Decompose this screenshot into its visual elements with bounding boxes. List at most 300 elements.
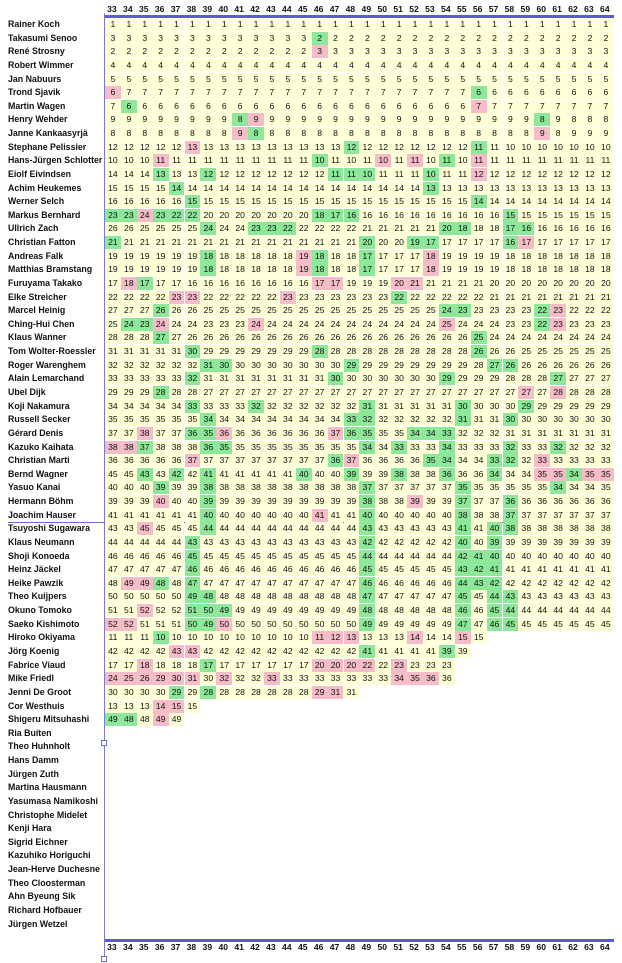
rank-cell[interactable]: 32: [503, 441, 519, 454]
rank-cell[interactable]: 20: [280, 209, 296, 222]
rank-cell[interactable]: 7: [518, 100, 534, 113]
rank-cell[interactable]: 44: [455, 577, 471, 590]
rank-cell[interactable]: 41: [153, 509, 169, 522]
rank-cell[interactable]: 9: [200, 113, 216, 126]
rank-cell[interactable]: 2: [598, 32, 614, 45]
row-name[interactable]: Hans-Jürgen Schlotter: [8, 155, 102, 166]
rank-cell[interactable]: 12: [296, 168, 312, 181]
rank-cell[interactable]: 5: [312, 73, 328, 86]
rank-cell[interactable]: 37: [200, 454, 216, 467]
row-name[interactable]: Eiolf Eivindsen: [8, 168, 72, 179]
rank-cell[interactable]: 52: [121, 618, 137, 631]
rank-cell[interactable]: 28: [423, 345, 439, 358]
rank-cell[interactable]: 25: [280, 304, 296, 317]
rank-cell[interactable]: 25: [471, 331, 487, 344]
rank-cell[interactable]: 27: [200, 386, 216, 399]
rank-cell[interactable]: 45: [471, 590, 487, 603]
rank-cell[interactable]: 3: [105, 32, 121, 45]
rank-cell[interactable]: 38: [280, 481, 296, 494]
rank-cell[interactable]: 30: [518, 413, 534, 426]
rank-cell[interactable]: 17: [169, 277, 185, 290]
rank-cell[interactable]: 39: [105, 495, 121, 508]
rank-cell[interactable]: 17: [105, 659, 121, 672]
column-header[interactable]: 41: [234, 4, 244, 14]
rank-cell[interactable]: 18: [534, 263, 550, 276]
rank-cell[interactable]: 26: [582, 359, 598, 372]
rank-cell[interactable]: 30: [280, 359, 296, 372]
rank-cell[interactable]: 5: [439, 73, 455, 86]
rank-cell[interactable]: 41: [248, 468, 264, 481]
rank-cell[interactable]: 21: [534, 291, 550, 304]
rank-cell[interactable]: 3: [280, 32, 296, 45]
rank-cell[interactable]: 43: [232, 536, 248, 549]
rank-cell[interactable]: 31: [264, 372, 280, 385]
rank-cell[interactable]: 29: [598, 400, 614, 413]
rank-cell[interactable]: 21: [344, 236, 360, 249]
rank-cell[interactable]: 1: [407, 18, 423, 31]
rank-cell[interactable]: 18: [153, 659, 169, 672]
rank-cell[interactable]: 28: [359, 345, 375, 358]
rank-cell[interactable]: 47: [137, 563, 153, 576]
rank-cell[interactable]: 6: [503, 86, 519, 99]
rank-cell[interactable]: 34: [248, 413, 264, 426]
footer-column-header[interactable]: 47: [329, 942, 340, 952]
rank-cell[interactable]: 32: [121, 359, 137, 372]
rank-cell[interactable]: 15: [471, 631, 487, 644]
rank-cell[interactable]: 25: [582, 345, 598, 358]
rank-cell[interactable]: 21: [598, 291, 614, 304]
rank-cell[interactable]: 7: [598, 100, 614, 113]
rank-cell[interactable]: 25: [153, 222, 169, 235]
column-header[interactable]: 59: [520, 4, 531, 14]
rank-cell[interactable]: 30: [185, 345, 201, 358]
rank-cell[interactable]: 1: [550, 18, 566, 31]
rank-cell[interactable]: 4: [153, 59, 169, 72]
rank-cell[interactable]: 13: [344, 631, 360, 644]
rank-cell[interactable]: 44: [328, 522, 344, 535]
rank-cell[interactable]: 26: [137, 672, 153, 685]
row-name[interactable]: Koji Nakamura: [8, 400, 70, 411]
rank-cell[interactable]: 15: [296, 195, 312, 208]
rank-cell[interactable]: 51: [169, 618, 185, 631]
rank-cell[interactable]: 23: [503, 304, 519, 317]
rank-cell[interactable]: 15: [185, 195, 201, 208]
rank-cell[interactable]: 27: [471, 386, 487, 399]
rank-cell[interactable]: 26: [439, 331, 455, 344]
footer-column-header[interactable]: 40: [218, 942, 229, 952]
rank-cell[interactable]: 35: [232, 441, 248, 454]
rank-cell[interactable]: 33: [137, 372, 153, 385]
column-header[interactable]: 43: [266, 4, 276, 14]
rank-cell[interactable]: 39: [248, 495, 264, 508]
rank-cell[interactable]: 1: [185, 18, 201, 31]
rank-cell[interactable]: 13: [503, 182, 519, 195]
rank-cell[interactable]: 1: [200, 18, 216, 31]
rank-cell[interactable]: 20: [312, 659, 328, 672]
rank-cell[interactable]: 9: [280, 113, 296, 126]
column-header[interactable]: 51: [393, 4, 403, 14]
rank-cell[interactable]: 33: [169, 372, 185, 385]
rank-cell[interactable]: 27: [359, 386, 375, 399]
rank-cell[interactable]: 8: [407, 127, 423, 140]
rank-cell[interactable]: 7: [439, 86, 455, 99]
rank-cell[interactable]: 31: [582, 427, 598, 440]
rank-cell[interactable]: 15: [328, 195, 344, 208]
rank-cell[interactable]: 47: [296, 577, 312, 590]
rank-cell[interactable]: 45: [439, 563, 455, 576]
rank-cell[interactable]: 44: [534, 604, 550, 617]
rank-cell[interactable]: 44: [391, 550, 407, 563]
rank-cell[interactable]: 25: [248, 304, 264, 317]
rank-cell[interactable]: 5: [423, 73, 439, 86]
rank-cell[interactable]: 19: [455, 250, 471, 263]
rank-cell[interactable]: 12: [582, 168, 598, 181]
rank-cell[interactable]: 14: [200, 182, 216, 195]
rank-cell[interactable]: 22: [121, 291, 137, 304]
rank-cell[interactable]: 15: [248, 195, 264, 208]
rank-cell[interactable]: 36: [471, 468, 487, 481]
footer-column-header[interactable]: 53: [425, 942, 435, 952]
rank-cell[interactable]: 26: [598, 359, 614, 372]
rank-cell[interactable]: 8: [248, 127, 264, 140]
rank-cell[interactable]: 5: [598, 73, 614, 86]
rank-cell[interactable]: 41: [200, 468, 216, 481]
rank-cell[interactable]: 45: [566, 618, 582, 631]
rank-cell[interactable]: 18: [518, 250, 534, 263]
rank-cell[interactable]: 30: [248, 359, 264, 372]
rank-cell[interactable]: 50: [232, 618, 248, 631]
rank-cell[interactable]: 46: [407, 577, 423, 590]
rank-cell[interactable]: 24: [169, 318, 185, 331]
rank-cell[interactable]: 22: [232, 291, 248, 304]
rank-cell[interactable]: 35: [375, 427, 391, 440]
rank-cell[interactable]: 39: [200, 495, 216, 508]
rank-cell[interactable]: 9: [582, 127, 598, 140]
rank-cell[interactable]: 43: [455, 563, 471, 576]
footer-column-header[interactable]: 35: [138, 942, 149, 952]
rank-cell[interactable]: 15: [264, 195, 280, 208]
rank-cell[interactable]: 3: [534, 45, 550, 58]
footer-column-header[interactable]: 41: [234, 942, 244, 952]
rank-cell[interactable]: 15: [375, 195, 391, 208]
rank-cell[interactable]: 26: [344, 331, 360, 344]
rank-cell[interactable]: 39: [534, 536, 550, 549]
rank-cell[interactable]: 42: [407, 536, 423, 549]
rank-cell[interactable]: 4: [407, 59, 423, 72]
rank-cell[interactable]: 15: [439, 195, 455, 208]
rank-cell[interactable]: 10: [582, 141, 598, 154]
rank-cell[interactable]: 43: [344, 536, 360, 549]
rank-cell[interactable]: 17: [280, 659, 296, 672]
rank-cell[interactable]: 16: [550, 222, 566, 235]
rank-cell[interactable]: 9: [232, 127, 248, 140]
rank-cell[interactable]: 27: [534, 386, 550, 399]
rank-cell[interactable]: 1: [328, 18, 344, 31]
rank-cell[interactable]: 14: [137, 168, 153, 181]
rank-cell[interactable]: 41: [169, 509, 185, 522]
rank-cell[interactable]: 4: [105, 59, 121, 72]
rank-cell[interactable]: 35: [312, 441, 328, 454]
rank-cell[interactable]: 18: [137, 659, 153, 672]
rank-cell[interactable]: 5: [137, 73, 153, 86]
rank-cell[interactable]: 34: [487, 468, 503, 481]
rank-cell[interactable]: 30: [598, 413, 614, 426]
rank-cell[interactable]: 35: [471, 481, 487, 494]
rank-cell[interactable]: 18: [264, 263, 280, 276]
rank-cell[interactable]: 27: [487, 386, 503, 399]
rank-cell[interactable]: 44: [423, 550, 439, 563]
rank-cell[interactable]: 39: [328, 495, 344, 508]
column-header[interactable]: 40: [218, 4, 229, 14]
column-header[interactable]: 34: [123, 4, 133, 14]
rank-cell[interactable]: 50: [185, 618, 201, 631]
column-header[interactable]: 49: [361, 4, 372, 14]
rank-cell[interactable]: 45: [598, 618, 614, 631]
rank-cell[interactable]: 2: [137, 45, 153, 58]
footer-column-header[interactable]: 42: [250, 942, 260, 952]
rank-cell[interactable]: 48: [153, 577, 169, 590]
rank-cell[interactable]: 48: [423, 604, 439, 617]
rank-cell[interactable]: 3: [264, 32, 280, 45]
rank-cell[interactable]: 46: [455, 604, 471, 617]
rank-cell[interactable]: 15: [216, 195, 232, 208]
rank-cell[interactable]: 36: [200, 441, 216, 454]
rank-cell[interactable]: 3: [471, 45, 487, 58]
rank-cell[interactable]: 10: [169, 631, 185, 644]
rank-cell[interactable]: 40: [264, 509, 280, 522]
rank-cell[interactable]: 28: [439, 345, 455, 358]
rank-cell[interactable]: 22: [471, 291, 487, 304]
rank-cell[interactable]: 16: [518, 222, 534, 235]
rank-cell[interactable]: 19: [344, 277, 360, 290]
rank-cell[interactable]: 34: [232, 413, 248, 426]
rank-cell[interactable]: 34: [566, 468, 582, 481]
rank-cell[interactable]: 18: [582, 263, 598, 276]
rank-cell[interactable]: 9: [264, 113, 280, 126]
rank-cell[interactable]: 17: [503, 222, 519, 235]
rank-cell[interactable]: 42: [534, 577, 550, 590]
rank-cell[interactable]: 40: [598, 550, 614, 563]
rank-cell[interactable]: 12: [455, 141, 471, 154]
rank-cell[interactable]: 42: [232, 645, 248, 658]
rank-cell[interactable]: 37: [471, 495, 487, 508]
rank-cell[interactable]: 5: [359, 73, 375, 86]
rank-cell[interactable]: 32: [550, 441, 566, 454]
rank-cell[interactable]: 35: [248, 441, 264, 454]
rank-cell[interactable]: 14: [375, 182, 391, 195]
rank-cell[interactable]: 49: [359, 618, 375, 631]
rank-cell[interactable]: 28: [105, 331, 121, 344]
rank-cell[interactable]: 48: [359, 604, 375, 617]
rank-cell[interactable]: 14: [153, 700, 169, 713]
rank-cell[interactable]: 31: [280, 372, 296, 385]
rank-cell[interactable]: 1: [471, 18, 487, 31]
rank-cell[interactable]: 29: [471, 372, 487, 385]
rank-cell[interactable]: 44: [582, 604, 598, 617]
rank-cell[interactable]: 1: [169, 18, 185, 31]
rank-cell[interactable]: 1: [121, 18, 137, 31]
rank-cell[interactable]: 3: [312, 45, 328, 58]
rank-cell[interactable]: 37: [169, 427, 185, 440]
rank-cell[interactable]: 37: [137, 441, 153, 454]
rank-cell[interactable]: 48: [328, 590, 344, 603]
rank-cell[interactable]: 18: [344, 263, 360, 276]
rank-cell[interactable]: 32: [455, 427, 471, 440]
rank-cell[interactable]: 39: [153, 481, 169, 494]
rank-cell[interactable]: 26: [534, 359, 550, 372]
rank-cell[interactable]: 24: [312, 318, 328, 331]
rank-cell[interactable]: 25: [391, 304, 407, 317]
rank-cell[interactable]: 21: [105, 236, 121, 249]
row-name[interactable]: René Strosny: [8, 46, 65, 57]
rank-cell[interactable]: 47: [200, 577, 216, 590]
rank-cell[interactable]: 47: [407, 590, 423, 603]
rank-cell[interactable]: 18: [550, 263, 566, 276]
rank-cell[interactable]: 13: [598, 182, 614, 195]
rank-cell[interactable]: 40: [200, 509, 216, 522]
rank-cell[interactable]: 29: [216, 345, 232, 358]
rank-cell[interactable]: 42: [280, 645, 296, 658]
rank-cell[interactable]: 27: [328, 386, 344, 399]
rank-cell[interactable]: 24: [455, 318, 471, 331]
rank-cell[interactable]: 15: [121, 182, 137, 195]
rank-cell[interactable]: 29: [232, 345, 248, 358]
rank-cell[interactable]: 17: [153, 277, 169, 290]
row-name[interactable]: Ahn Byeung Sik: [8, 891, 76, 902]
rank-cell[interactable]: 34: [264, 413, 280, 426]
rank-cell[interactable]: 2: [216, 45, 232, 58]
rank-cell[interactable]: 45: [216, 550, 232, 563]
rank-cell[interactable]: 14: [566, 195, 582, 208]
rank-cell[interactable]: 24: [153, 318, 169, 331]
rank-cell[interactable]: 40: [105, 481, 121, 494]
rank-cell[interactable]: 45: [328, 550, 344, 563]
rank-cell[interactable]: 10: [185, 631, 201, 644]
rank-cell[interactable]: 24: [105, 672, 121, 685]
rank-cell[interactable]: 13: [185, 141, 201, 154]
rank-cell[interactable]: 43: [550, 590, 566, 603]
rank-cell[interactable]: 27: [296, 386, 312, 399]
rank-cell[interactable]: 29: [153, 672, 169, 685]
rank-cell[interactable]: 20: [503, 277, 519, 290]
rank-cell[interactable]: 32: [185, 372, 201, 385]
row-name[interactable]: Yasuo Kanai: [8, 482, 61, 493]
rank-cell[interactable]: 14: [534, 195, 550, 208]
rank-cell[interactable]: 25: [264, 304, 280, 317]
rank-cell[interactable]: 45: [550, 618, 566, 631]
rank-cell[interactable]: 13: [550, 182, 566, 195]
rank-cell[interactable]: 44: [503, 604, 519, 617]
rank-cell[interactable]: 43: [598, 590, 614, 603]
rank-cell[interactable]: 38: [598, 522, 614, 535]
rank-cell[interactable]: 6: [153, 100, 169, 113]
rank-cell[interactable]: 34: [582, 481, 598, 494]
rank-cell[interactable]: 49: [312, 604, 328, 617]
rank-cell[interactable]: 30: [264, 359, 280, 372]
rank-cell[interactable]: 29: [280, 345, 296, 358]
rank-cell[interactable]: 16: [391, 209, 407, 222]
rank-cell[interactable]: 2: [264, 45, 280, 58]
rank-cell[interactable]: 24: [534, 331, 550, 344]
row-name[interactable]: Shoji Konoeda: [8, 550, 70, 561]
rank-cell[interactable]: 35: [296, 441, 312, 454]
row-name[interactable]: Jean-Herve Duchesne: [8, 864, 100, 875]
rank-cell[interactable]: 41: [391, 645, 407, 658]
rank-cell[interactable]: 22: [216, 291, 232, 304]
rank-cell[interactable]: 28: [375, 345, 391, 358]
rank-cell[interactable]: 23: [264, 222, 280, 235]
column-header[interactable]: 53: [425, 4, 435, 14]
rank-cell[interactable]: 43: [312, 536, 328, 549]
rank-cell[interactable]: 18: [598, 263, 614, 276]
rank-cell[interactable]: 5: [582, 73, 598, 86]
rank-cell[interactable]: 42: [487, 577, 503, 590]
rank-cell[interactable]: 21: [423, 222, 439, 235]
rank-cell[interactable]: 41: [344, 509, 360, 522]
rank-cell[interactable]: 14: [248, 182, 264, 195]
rank-cell[interactable]: 13: [121, 700, 137, 713]
rank-cell[interactable]: 37: [375, 481, 391, 494]
rank-cell[interactable]: 20: [296, 209, 312, 222]
rank-cell[interactable]: 45: [200, 550, 216, 563]
rank-cell[interactable]: 41: [375, 645, 391, 658]
rank-cell[interactable]: 2: [487, 32, 503, 45]
rank-cell[interactable]: 30: [391, 372, 407, 385]
rank-cell[interactable]: 7: [200, 86, 216, 99]
rank-cell[interactable]: 7: [375, 86, 391, 99]
rank-cell[interactable]: 37: [359, 481, 375, 494]
rank-cell[interactable]: 47: [344, 577, 360, 590]
rank-cell[interactable]: 6: [455, 100, 471, 113]
rank-cell[interactable]: 7: [423, 86, 439, 99]
rank-cell[interactable]: 12: [216, 168, 232, 181]
rank-cell[interactable]: 41: [359, 645, 375, 658]
rank-cell[interactable]: 21: [550, 291, 566, 304]
rank-cell[interactable]: 43: [185, 536, 201, 549]
rank-cell[interactable]: 15: [200, 195, 216, 208]
rank-cell[interactable]: 43: [248, 536, 264, 549]
rank-cell[interactable]: 11: [280, 154, 296, 167]
rank-cell[interactable]: 23: [518, 318, 534, 331]
rank-cell[interactable]: 32: [185, 359, 201, 372]
rank-cell[interactable]: 26: [391, 331, 407, 344]
rank-cell[interactable]: 31: [344, 686, 360, 699]
rank-cell[interactable]: 7: [407, 86, 423, 99]
rank-cell[interactable]: 18: [518, 263, 534, 276]
rank-cell[interactable]: 38: [503, 522, 519, 535]
rank-cell[interactable]: 40: [169, 495, 185, 508]
rank-cell[interactable]: 43: [137, 468, 153, 481]
rank-cell[interactable]: 46: [423, 577, 439, 590]
rank-cell[interactable]: 1: [503, 18, 519, 31]
rank-cell[interactable]: 34: [280, 413, 296, 426]
rank-cell[interactable]: 30: [216, 359, 232, 372]
row-name[interactable]: Rainer Koch: [8, 19, 60, 29]
rank-cell[interactable]: 30: [503, 413, 519, 426]
rank-cell[interactable]: 46: [153, 550, 169, 563]
rank-cell[interactable]: 13: [359, 631, 375, 644]
rank-cell[interactable]: 26: [216, 331, 232, 344]
rank-cell[interactable]: 27: [423, 386, 439, 399]
rank-cell[interactable]: 7: [296, 86, 312, 99]
rank-cell[interactable]: 47: [185, 577, 201, 590]
rank-cell[interactable]: 14: [280, 182, 296, 195]
footer-column-header[interactable]: 57: [488, 942, 499, 952]
rank-cell[interactable]: 7: [280, 86, 296, 99]
rank-cell[interactable]: 34: [518, 468, 534, 481]
rank-cell[interactable]: 18: [216, 263, 232, 276]
rank-cell[interactable]: 24: [582, 331, 598, 344]
